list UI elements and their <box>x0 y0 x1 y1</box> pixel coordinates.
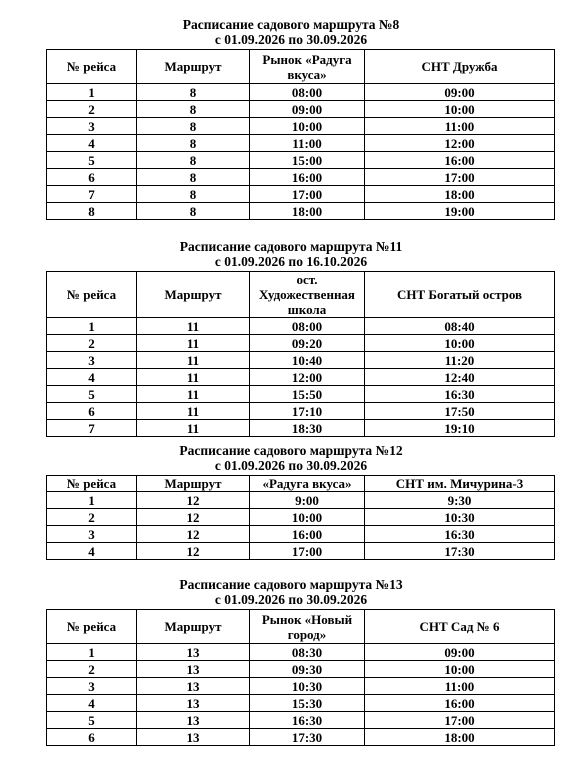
trip-number-cell: 6 <box>47 169 137 186</box>
departure-time-cell: 17:10 <box>250 403 365 420</box>
header-arrival-stop: СНТ им. Мичурина-3 <box>365 476 555 492</box>
trip-number-cell: 3 <box>47 526 137 543</box>
trip-number-cell: 2 <box>47 335 137 352</box>
trip-number-cell: 4 <box>47 135 137 152</box>
departure-time-cell: 11:00 <box>250 135 365 152</box>
arrival-time-cell: 9:30 <box>365 492 555 509</box>
schedule-block-route-8 <box>0 17 582 220</box>
departure-time-cell: 09:20 <box>250 335 365 352</box>
table-row <box>47 152 555 169</box>
departure-time-cell: 10:00 <box>250 118 365 135</box>
arrival-time-cell: 19:10 <box>365 420 555 437</box>
arrival-time-cell: 16:00 <box>365 695 555 712</box>
table-row <box>47 386 555 403</box>
route-cell: 11 <box>137 369 250 386</box>
trip-number-cell: 3 <box>47 678 137 695</box>
table-row <box>47 492 555 509</box>
arrival-time-cell: 10:00 <box>365 101 555 118</box>
arrival-time-cell: 10:30 <box>365 509 555 526</box>
trip-number-cell: 4 <box>47 695 137 712</box>
trip-number-cell: 6 <box>47 729 137 746</box>
table-body <box>47 644 555 746</box>
route-cell: 8 <box>137 135 250 152</box>
departure-time-cell: 08:00 <box>250 318 365 335</box>
arrival-time-cell: 18:00 <box>365 186 555 203</box>
trip-number-cell: 4 <box>47 369 137 386</box>
departure-time-cell: 15:30 <box>250 695 365 712</box>
header-trip-number: № рейса <box>47 610 137 644</box>
schedule-block-route-11 <box>0 239 582 437</box>
trip-number-cell: 7 <box>47 420 137 437</box>
table-row <box>47 729 555 746</box>
schedule-table <box>46 609 555 746</box>
table-body <box>47 492 555 560</box>
header-route: Маршрут <box>137 476 250 492</box>
arrival-time-cell: 11:00 <box>365 678 555 695</box>
arrival-time-cell: 09:00 <box>365 84 555 101</box>
table-row <box>47 335 555 352</box>
schedule-table <box>46 49 555 220</box>
departure-time-cell: 09:30 <box>250 661 365 678</box>
arrival-time-cell: 17:00 <box>365 712 555 729</box>
route-cell: 8 <box>137 101 250 118</box>
header-departure-stop: ост. Художественная школа <box>250 272 365 318</box>
schedule-title: Расписание садового маршрута №13 <box>179 577 403 592</box>
schedule-block-route-13 <box>0 577 582 746</box>
route-cell: 12 <box>137 526 250 543</box>
trip-number-cell: 2 <box>47 509 137 526</box>
trip-number-cell: 2 <box>47 101 137 118</box>
arrival-time-cell: 10:00 <box>365 335 555 352</box>
arrival-time-cell: 11:20 <box>365 352 555 369</box>
arrival-time-cell: 09:00 <box>365 644 555 661</box>
table-row <box>47 135 555 152</box>
table-row <box>47 403 555 420</box>
departure-time-cell: 10:40 <box>250 352 365 369</box>
table-header-row <box>47 610 555 644</box>
trip-number-cell: 2 <box>47 661 137 678</box>
route-cell: 11 <box>137 403 250 420</box>
arrival-time-cell: 16:30 <box>365 386 555 403</box>
trip-number-cell: 1 <box>47 84 137 101</box>
table-body <box>47 84 555 220</box>
table-row <box>47 420 555 437</box>
table-row <box>47 369 555 386</box>
arrival-time-cell: 17:30 <box>365 543 555 560</box>
route-cell: 8 <box>137 169 250 186</box>
trip-number-cell: 1 <box>47 318 137 335</box>
departure-time-cell: 08:00 <box>250 84 365 101</box>
table-row <box>47 169 555 186</box>
departure-time-cell: 17:00 <box>250 186 365 203</box>
table-row <box>47 678 555 695</box>
route-cell: 13 <box>137 678 250 695</box>
table-row <box>47 661 555 678</box>
trip-number-cell: 5 <box>47 152 137 169</box>
route-cell: 11 <box>137 335 250 352</box>
table-row <box>47 118 555 135</box>
header-arrival-stop: СНТ Дружба <box>365 50 555 84</box>
trip-number-cell: 5 <box>47 712 137 729</box>
arrival-time-cell: 17:50 <box>365 403 555 420</box>
departure-time-cell: 10:00 <box>250 509 365 526</box>
table-row <box>47 695 555 712</box>
trip-number-cell: 3 <box>47 118 137 135</box>
route-cell: 8 <box>137 152 250 169</box>
trip-number-cell: 4 <box>47 543 137 560</box>
arrival-time-cell: 12:40 <box>365 369 555 386</box>
route-cell: 11 <box>137 420 250 437</box>
header-departure-stop: «Радуга вкуса» <box>250 476 365 492</box>
schedule-block-route-12 <box>0 443 582 560</box>
table-row <box>47 526 555 543</box>
route-cell: 13 <box>137 729 250 746</box>
trip-number-cell: 7 <box>47 186 137 203</box>
table-row <box>47 509 555 526</box>
route-cell: 11 <box>137 318 250 335</box>
departure-time-cell: 17:30 <box>250 729 365 746</box>
table-row <box>47 203 555 220</box>
departure-time-cell: 10:30 <box>250 678 365 695</box>
departure-time-cell: 16:30 <box>250 712 365 729</box>
header-arrival-stop: СНТ Сад № 6 <box>365 610 555 644</box>
arrival-time-cell: 16:00 <box>365 152 555 169</box>
arrival-time-cell: 18:00 <box>365 729 555 746</box>
route-cell: 12 <box>137 543 250 560</box>
route-cell: 13 <box>137 661 250 678</box>
schedule-title: Расписание садового маршрута №11 <box>179 239 403 254</box>
route-cell: 8 <box>137 186 250 203</box>
schedule-period: с 01.09.2026 по 30.09.2026 <box>214 32 368 47</box>
trip-number-cell: 1 <box>47 492 137 509</box>
route-cell: 8 <box>137 118 250 135</box>
header-trip-number: № рейса <box>47 476 137 492</box>
table-row <box>47 712 555 729</box>
arrival-time-cell: 16:30 <box>365 526 555 543</box>
schedule-period: с 01.09.2026 по 30.09.2026 <box>214 592 368 607</box>
departure-time-cell: 15:50 <box>250 386 365 403</box>
trip-number-cell: 6 <box>47 403 137 420</box>
table-header-row <box>47 50 555 84</box>
route-cell: 11 <box>137 386 250 403</box>
header-route: Маршрут <box>137 272 250 318</box>
schedule-period: с 01.09.2026 по 30.09.2026 <box>214 458 368 473</box>
departure-time-cell: 16:00 <box>250 526 365 543</box>
arrival-time-cell: 19:00 <box>365 203 555 220</box>
table-row <box>47 644 555 661</box>
departure-time-cell: 09:00 <box>250 101 365 118</box>
header-trip-number: № рейса <box>47 50 137 84</box>
departure-time-cell: 18:00 <box>250 203 365 220</box>
schedule-title: Расписание садового маршрута №8 <box>182 17 400 32</box>
arrival-time-cell: 12:00 <box>365 135 555 152</box>
header-trip-number: № рейса <box>47 272 137 318</box>
route-cell: 13 <box>137 644 250 661</box>
departure-time-cell: 15:00 <box>250 152 365 169</box>
route-cell: 11 <box>137 352 250 369</box>
trip-number-cell: 3 <box>47 352 137 369</box>
table-row <box>47 84 555 101</box>
arrival-time-cell: 08:40 <box>365 318 555 335</box>
arrival-time-cell: 10:00 <box>365 661 555 678</box>
arrival-time-cell: 11:00 <box>365 118 555 135</box>
route-cell: 13 <box>137 712 250 729</box>
header-departure-stop: Рынок «Новый город» <box>250 610 365 644</box>
table-body <box>47 318 555 437</box>
header-route: Маршрут <box>137 610 250 644</box>
trip-number-cell: 8 <box>47 203 137 220</box>
table-header-row <box>47 272 555 318</box>
departure-time-cell: 16:00 <box>250 169 365 186</box>
table-row <box>47 318 555 335</box>
header-departure-stop: Рынок «Радуга вкуса» <box>250 50 365 84</box>
schedule-period: с 01.09.2026 по 16.10.2026 <box>214 254 368 269</box>
table-row <box>47 543 555 560</box>
table-header-row <box>47 476 555 492</box>
departure-time-cell: 9:00 <box>250 492 365 509</box>
departure-time-cell: 08:30 <box>250 644 365 661</box>
header-arrival-stop: СНТ Богатый остров <box>365 272 555 318</box>
trip-number-cell: 5 <box>47 386 137 403</box>
schedule-table <box>46 475 555 560</box>
schedule-table <box>46 271 555 437</box>
departure-time-cell: 12:00 <box>250 369 365 386</box>
header-route: Маршрут <box>137 50 250 84</box>
schedule-title: Расписание садового маршрута №12 <box>179 443 403 458</box>
trip-number-cell: 1 <box>47 644 137 661</box>
route-cell: 8 <box>137 84 250 101</box>
departure-time-cell: 17:00 <box>250 543 365 560</box>
table-row <box>47 186 555 203</box>
table-row <box>47 101 555 118</box>
arrival-time-cell: 17:00 <box>365 169 555 186</box>
route-cell: 13 <box>137 695 250 712</box>
route-cell: 12 <box>137 509 250 526</box>
table-row <box>47 352 555 369</box>
route-cell: 8 <box>137 203 250 220</box>
route-cell: 12 <box>137 492 250 509</box>
departure-time-cell: 18:30 <box>250 420 365 437</box>
